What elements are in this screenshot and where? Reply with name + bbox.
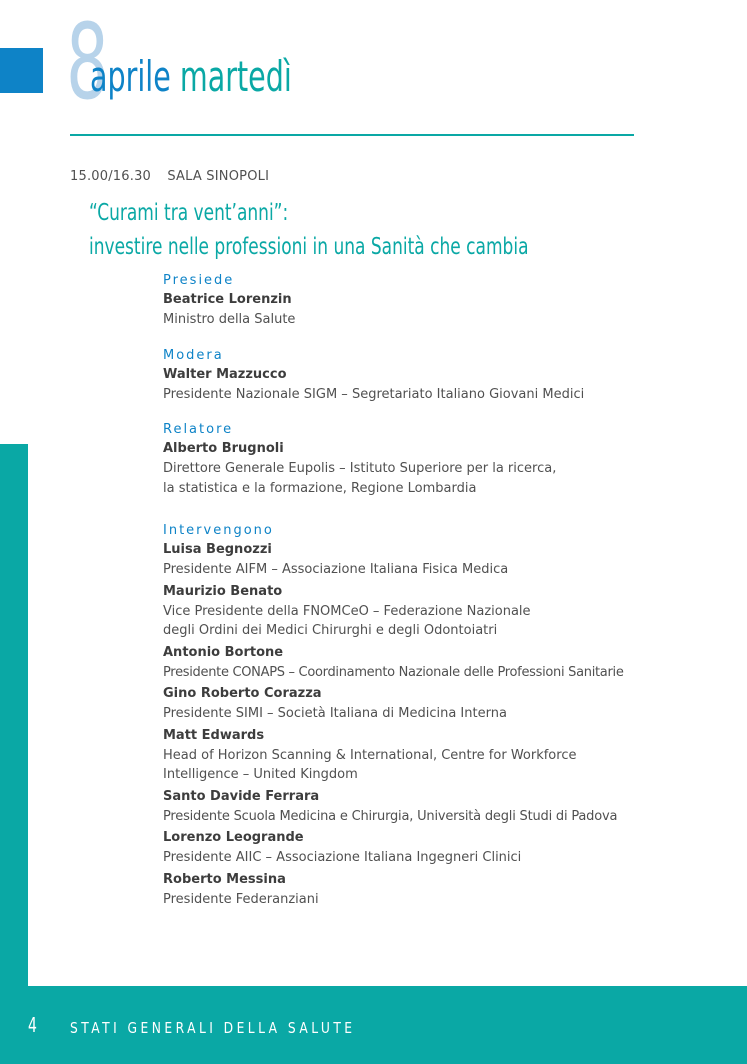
speaker-name: Lorenzo Leogrande: [163, 830, 304, 845]
session-title-line-2: investire nelle professioni in una Sanità che cambia: [89, 234, 529, 260]
session-room: SALA SINOPOLI: [167, 169, 270, 184]
speaker-name: Antonio Bortone: [163, 644, 284, 660]
speaker-desc: Presidente AIIC – Associazione Italiana Ingegneri Clinici: [163, 850, 522, 865]
page-number: 4: [28, 1013, 37, 1037]
session-time-room: [70, 169, 269, 184]
role-relatore: Relatore: [163, 422, 234, 437]
presiede-desc: Ministro della Salute: [163, 312, 296, 327]
speaker-entry: [163, 643, 643, 683]
weekday-label: martedì: [179, 52, 292, 101]
modera-desc: Presidente Nazionale SIGM – Segretariato Italiano Giovani Medici: [163, 386, 585, 402]
speaker-entry: [163, 684, 643, 724]
speaker-entry: [163, 726, 643, 785]
speaker-entry: [163, 582, 643, 641]
role-modera: Modera: [163, 347, 224, 363]
session-time: 15.00/16.30: [70, 169, 152, 184]
speaker-name: Luisa Begnozzi: [163, 542, 272, 557]
role-intervengono: Intervengono: [163, 523, 274, 538]
speaker-desc: Presidente SIMI – Società Italiana di Medicina Interna: [163, 706, 507, 721]
modera-name: Walter Mazzucco: [163, 366, 287, 382]
speaker-name: Roberto Messina: [163, 871, 286, 887]
speaker-desc: Presidente AIFM – Associazione Italiana Fisica Medica: [163, 562, 509, 577]
speaker-name: Santo Davide Ferrara: [163, 788, 320, 804]
month-label: aprile: [90, 52, 171, 101]
presiede-name: Beatrice Lorenzin: [163, 292, 292, 307]
speaker-entry: [163, 828, 643, 868]
speaker-desc: Presidente Scuola Medicina e Chirurgia, Università degli Studi di Padova: [163, 808, 618, 824]
relatore-name: Alberto Brugnoli: [163, 441, 284, 456]
day-number: 8: [66, 1, 106, 123]
speaker-entry: [163, 787, 643, 827]
heading-divider: [70, 134, 634, 136]
speaker-entry: [163, 540, 643, 580]
session-title-line-1: “Curami tra vent’anni”:: [89, 200, 289, 226]
speaker-desc: Head of Horizon Scanning & International, Centre for Workforce Intelligence – United Kingdom: [163, 747, 577, 782]
speaker-desc: Vice Presidente della FNOMCeO – Federazione Nazionale degli Ordini dei Medici Chirurghi e degli Odontoiatri: [163, 603, 531, 638]
teal-side-band: [0, 444, 28, 1064]
speaker-entry: [163, 870, 643, 910]
speaker-name: Maurizio Benato: [163, 583, 283, 599]
blue-corner-square: [0, 48, 43, 93]
footer-title: STATI GENERALI DELLA SALUTE: [70, 1019, 356, 1037]
date-heading: [90, 52, 292, 101]
speaker-list: [163, 272, 643, 909]
speaker-desc: Presidente Federanziani: [163, 891, 319, 907]
relatore-desc: Direttore Generale Eupolis – Istituto Superiore per la ricerca, la statistica e la formazione, Regione Lombardia: [163, 461, 557, 496]
speaker-desc: Presidente CONAPS – Coordinamento Nazionale delle Professioni Sanitarie: [163, 664, 624, 680]
session-title: [89, 196, 529, 264]
role-presiede: Presiede: [163, 273, 235, 288]
speaker-name: Gino Roberto Corazza: [163, 686, 322, 701]
speaker-name: Matt Edwards: [163, 727, 265, 743]
